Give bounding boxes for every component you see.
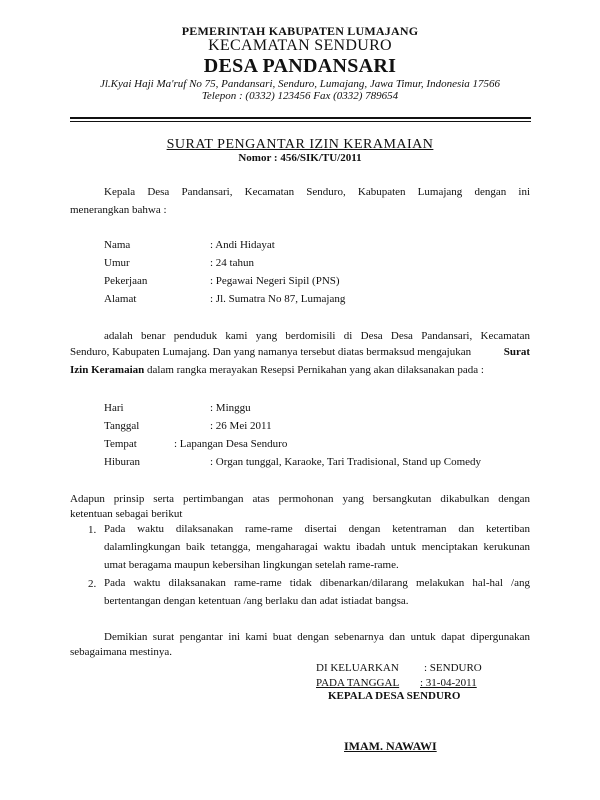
item-1-line-1: Pada waktu dilaksanakan rame-rame disertai dengan ketentraman dan ketertiban bbox=[104, 523, 530, 535]
item-1-number: 1. bbox=[88, 524, 97, 536]
hari-value: : Minggu bbox=[210, 402, 251, 414]
statement-line-2 bbox=[70, 346, 530, 358]
nama-value: : Andi Hidayat bbox=[210, 239, 275, 251]
tempat-label: Tempat bbox=[104, 438, 137, 450]
pekerjaan-label: Pekerjaan bbox=[104, 275, 148, 287]
statement-line-3 bbox=[70, 364, 484, 376]
considerations-line-2: ketentuan sebagai berikut bbox=[70, 508, 183, 520]
statement-text-3: dalam rangka merayakan Resepsi Pernikahan yang akan dilaksanakan pada : bbox=[147, 364, 484, 376]
umur-value: : 24 tahun bbox=[210, 257, 254, 269]
item-2-line-1: Pada waktu dilaksanakan rame-rame tidak dibenarkan/dilarang melakukan hal-hal /ang bbox=[104, 577, 530, 589]
considerations-line-1 bbox=[70, 490, 530, 508]
date-value: : 31-04-2011 bbox=[420, 677, 477, 689]
intro-line-2: menerangkan bahwa : bbox=[70, 204, 167, 216]
alamat-value: : Jl. Sumatra No 87, Lumajang bbox=[210, 293, 346, 305]
closing-text-1: Demikian surat pengantar ini kami buat dengan sebenarnya dan untuk dapat dipergunakan bbox=[104, 631, 530, 643]
hari-label: Hari bbox=[104, 402, 124, 414]
item-2-number: 2. bbox=[88, 578, 97, 590]
tempat-value: : Lapangan Desa Senduro bbox=[174, 438, 288, 450]
letterhead-address: Jl.Kyai Haji Ma'ruf No 75, Pandansari, Senduro, Lumajang, Jawa Timur, Indonesia 17566 bbox=[99, 78, 501, 90]
letterhead-district: KECAMATAN SENDURO bbox=[208, 37, 392, 54]
item-2-line-2: bertentangan dengan ketentuan /ang berlaku dan adat istiadat bangsa. bbox=[104, 595, 409, 607]
item-1-line-3: umat beragama maupun kebersihan lingkungan setelah rame-rame. bbox=[104, 559, 399, 571]
tanggal-value: : 26 Mei 2011 bbox=[210, 420, 272, 432]
nama-label: Nama bbox=[104, 239, 131, 251]
item-1-line-2: dalamlingkungan baik tetangga, mengaharagai waktu ibadah untuk menciptakan kerukunan bbox=[104, 541, 530, 553]
tanggal-label: Tanggal bbox=[104, 420, 140, 432]
item-1 bbox=[104, 520, 530, 574]
signatory-position: KEPALA DESA SENDURO bbox=[328, 690, 461, 702]
alamat-label: Alamat bbox=[104, 293, 137, 305]
hiburan-value: : Organ tunggal, Karaoke, Tari Tradisional, Stand up Comedy bbox=[210, 456, 482, 468]
umur-label: Umur bbox=[104, 257, 130, 269]
intro-paragraph bbox=[70, 183, 530, 201]
date-label: PADA TANGGAL bbox=[316, 677, 400, 689]
signatory-name: IMAM. NAWAWI bbox=[344, 739, 437, 753]
statement-bold-surat: Surat bbox=[503, 346, 530, 358]
intro-line-1: Kepala Desa Pandansari, Kecamatan Senduro, Kabupaten Lumajang dengan ini bbox=[104, 186, 530, 198]
statement-line-1 bbox=[104, 327, 530, 345]
statement-text-2: Senduro, Kabupaten Lumajang. Dan yang namanya tersebut diatas bermaksud mengajukan bbox=[70, 346, 472, 358]
closing-line-1 bbox=[104, 628, 530, 646]
issued-value: : SENDURO bbox=[424, 662, 482, 674]
letterhead-government: PEMERINTAH KABUPATEN LUMAJANG bbox=[181, 24, 419, 38]
intro-paragraph-cont bbox=[70, 201, 530, 219]
closing-line-2: sebagaimana mestinya. bbox=[70, 646, 173, 658]
document-title: SURAT PENGANTAR IZIN KERAMAIAN bbox=[166, 137, 434, 152]
header-rule-thick bbox=[70, 117, 531, 119]
pekerjaan-value: : Pegawai Negeri Sipil (PNS) bbox=[210, 275, 340, 287]
letterhead-phone: Telepon : (0332) 123456 Fax (0332) 789654 bbox=[201, 90, 399, 102]
issued-label: DI KELUARKAN bbox=[316, 662, 399, 674]
statement-bold-izin: Izin Keramaian bbox=[70, 364, 145, 376]
header-rule-thin bbox=[70, 121, 531, 122]
item-2 bbox=[104, 574, 530, 610]
considerations-text-1: Adapun prinsip serta pertimbangan atas permohonan yang bersangkutan dikabulkan dengan bbox=[70, 493, 530, 505]
statement-text-1: adalah benar penduduk kami yang berdomisili di Desa Desa Pandansari, Kecamatan bbox=[104, 330, 530, 342]
letterhead-village: DESA PANDANSARI bbox=[203, 55, 397, 77]
document-number: Nomor : 456/SIK/TU/2011 bbox=[238, 152, 362, 164]
hiburan-label: Hiburan bbox=[104, 456, 141, 468]
